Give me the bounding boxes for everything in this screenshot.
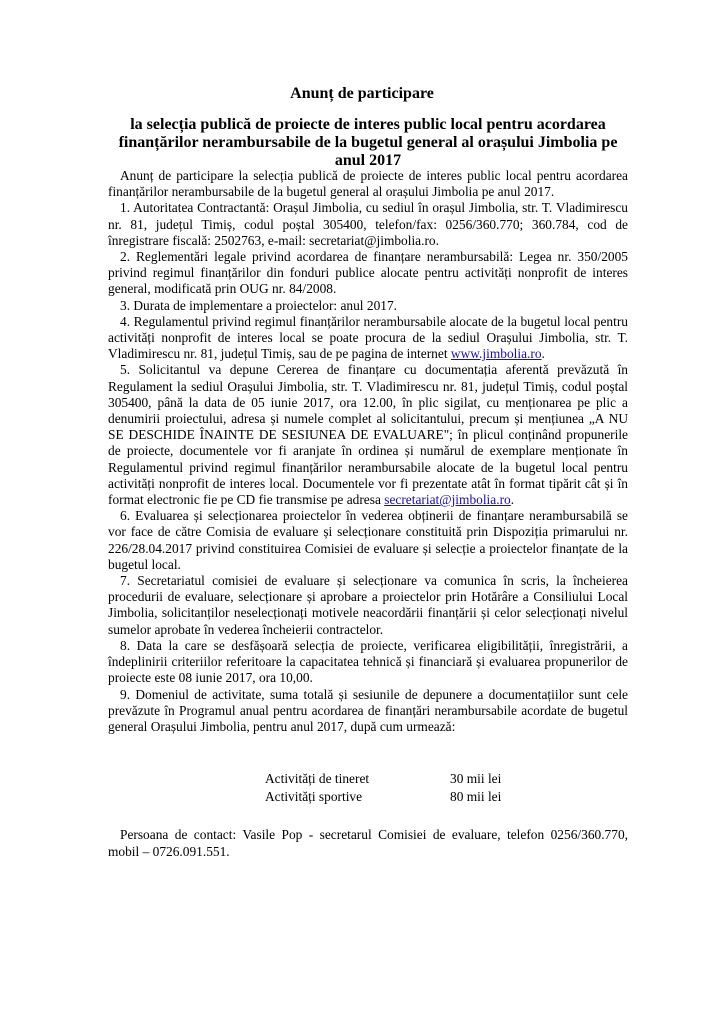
- email-link[interactable]: secretariat@jimbolia.ro: [384, 492, 511, 508]
- paragraph-1: 1. Autoritatea Contractantă: Orașul Jimbolia, cu sediul în orașul Jimbolia, str. T. Vladimirescu nr. 81, județul Timiș, codul poștal 305400, telefon/fax: 0256/360.770; 360.784, cod de înregistrare fiscală: 2502763, e-mail: secretariat@jimbolia.ro.: [108, 200, 628, 248]
- paragraph-7: 7. Secretariatul comisiei de evaluare și selecționare va comunica în scris, la încheierea procedurii de evaluare, selecționare și aprobare a proiectelor prin Hotărâre a Consiliului Local Jimbolia, solicitanților neselecționați motivele neacordării finanțării și celor selecționați nivelul sumelor aprobate în vederea încheierii contractelor.: [108, 573, 628, 637]
- funding-table: [265, 770, 501, 806]
- funding-row: [265, 770, 501, 788]
- funding-amount: 30 mii lei: [450, 771, 502, 786]
- contact-paragraph: Persoana de contact: Vasile Pop - secretarul Comisiei de evaluare, telefon 0256/360.770, mobil – 0726.091.551.: [108, 827, 628, 859]
- paragraph-6: 6. Evaluarea și selecționarea proiectelor în vederea obținerii de finanțare nerambursabilă se vor face de către Comisia de evaluare și selecționare constituită prin Dispoziția primarului nr. 226/28.04.2017 privind constituirea Comisiei de evaluare și selecție a proiectelor finanțate de la bugetul local.: [108, 508, 628, 572]
- contact-block: [108, 826, 628, 860]
- funding-row: [265, 788, 501, 806]
- funding-amount: 80 mii lei: [450, 789, 502, 804]
- paragraph-5-text: 5. Solicitantul va depune Cererea de finanțare cu documentația aferentă prevăzută în Regulament la sediul Orașului Jimbolia, str. T. Vladimirescu nr. 81, județul Timiș, codul poștal 305400, până la data de 05 iunie 2017, ora 12.00, în plic sigilat, cu menționarea pe plic a denumirii proiectului, adresa și numele complet al solicitantului, precum și mențiunea „A NU SE DESCHIDE ÎNAINTE DE SESIUNEA DE EVALUARE"; în plicul conținând propunerile de proiecte, documentele vor fi aranjate în ordinea și numărul de exemplare menționate în Regulamentul privind regimul finanțărilor nerambursabile alocate de la bugetul local pentru activități nonprofit de interes local. Documentele vor fi prezentate atât în format tipărit cât și în format electronic fie pe CD fie transmise pe adresa: [108, 362, 628, 508]
- website-link[interactable]: www.jimbolia.ro: [450, 346, 542, 362]
- paragraph-3: 3. Durata de implementare a proiectelor: anul 2017.: [120, 297, 398, 313]
- intro-paragraph: Anunț de participare la selecția publică de proiecte de interes public local pentru acordarea finanțărilor nerambursabile de la bugetul general al orașului Jimbolia pe anul 2017.: [108, 168, 628, 200]
- paragraph-9: 9. Domeniul de activitate, suma totală și sesiunile de depunere a documentațiilor sunt cele prevăzute în Programul anual pentru acordarea de finanțări nerambursabile acordate de bugetul general Orașului Jimbolia, pentru anul 2017, după cum urmează:: [108, 686, 628, 734]
- document-body: [108, 168, 628, 735]
- paragraph-2: 2. Reglementări legale privind acordarea de finanțare nerambursabilă: Legea nr. 350/2005 privind regimul finanțărilor din fonduri publice alocate pentru activități nonprofit de interes general, modificată prin OUG nr. 84/2008.: [108, 249, 628, 297]
- document-title: Anunț de participare: [290, 85, 434, 102]
- paragraph-4-end: .: [541, 346, 545, 362]
- funding-activity: Activități sportive: [265, 789, 363, 804]
- document-subtitle: la selecția publică de proiecte de interes public local pentru acordarea finanțărilor nerambursabile de la bugetul general al orașului Jimbolia pe anul 2017: [118, 116, 618, 169]
- paragraph-5: [108, 362, 628, 508]
- paragraph-8: 8. Data la care se desfășoară selecția de proiecte, verificarea eligibilității, înregistrării, a îndeplinirii criteriilor referitoare la capacitatea tehnică și financiară și evaluarea propunerilor de proiecte este 08 iunie 2017, ora 10,00.: [108, 637, 628, 686]
- paragraph-4-text: 4. Regulamentul privind regimul finanțărilor nerambursabile alocate de la bugetul local pentru activități nonprofit de interes local se poate procura de la sediul Orașului Jimbolia, str. T. Vladimirescu nr. 81, județul Timiș, sau de pe pagina de internet: [108, 313, 628, 362]
- funding-activity: Activități de tineret: [265, 771, 370, 786]
- paragraph-4: [108, 314, 628, 363]
- paragraph-5-end: .: [510, 492, 515, 508]
